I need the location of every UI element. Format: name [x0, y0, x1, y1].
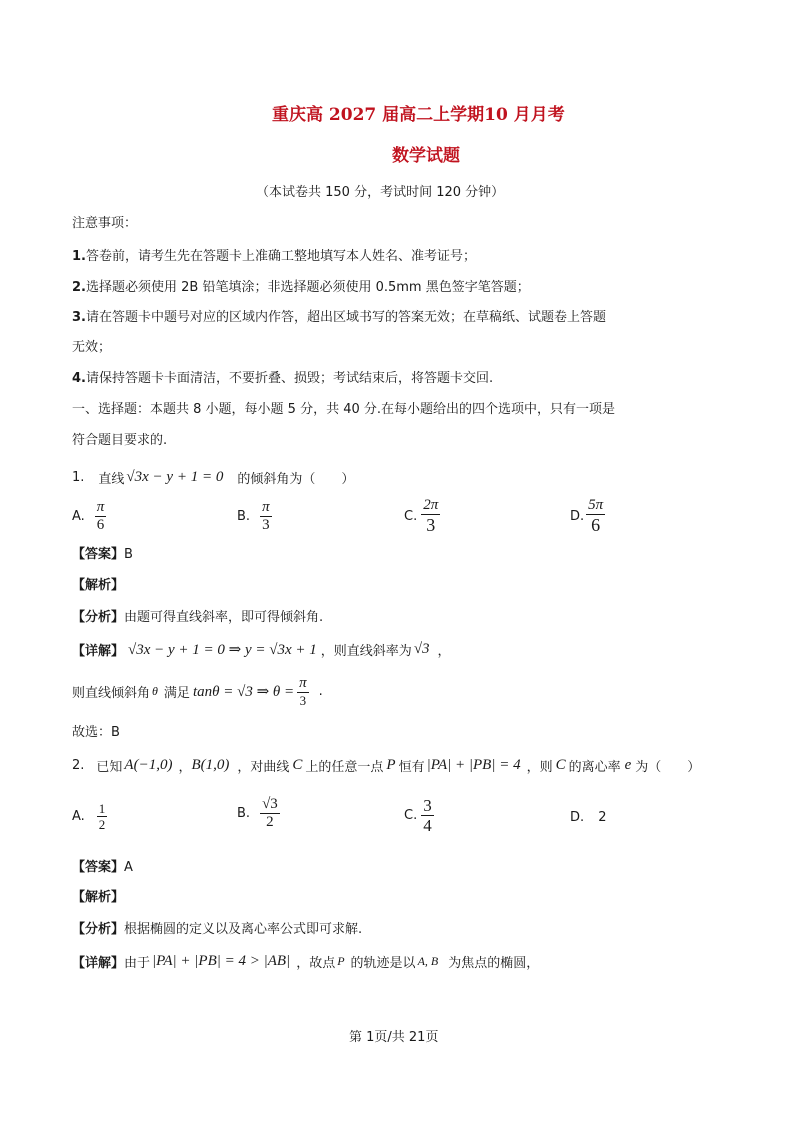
- option-a: A. $\frac{\pi}{6}$: [72, 499, 105, 533]
- page-subtitle: 数学试题: [392, 146, 460, 166]
- analysis-tag: 【解析】: [72, 890, 125, 905]
- note-item-3-cont: 无效；: [72, 340, 112, 355]
- note-item-1: 1.答卷前，请考生先在答题卡上准确工整地填写本人姓名、准考证号；: [72, 249, 476, 264]
- conclusion: 故选：B: [72, 725, 120, 740]
- section-heading: 一、选择题：本题共 8 小题，每小题 5 分，共 40 分.在每小题给出的四个选项中，只有一项是: [72, 402, 616, 417]
- option-c: C. $\frac{2\pi}{3}$: [404, 497, 439, 535]
- page-title: 重庆高 2027 届高二上学期10 月月考: [272, 105, 565, 125]
- question-number: 1.: [72, 470, 85, 485]
- note-item-4: 4.请保持答题卡卡面清洁，不要折叠、损毁；考试结束后，将答题卡交回.: [72, 371, 494, 386]
- option-a: A. $\frac{1}{2}$: [72, 801, 106, 832]
- option-c: C. $\frac{3}{4}$: [404, 796, 432, 835]
- analysis-tag: 【解析】: [72, 578, 125, 593]
- detail-line-2: 则直线倾斜角 θ 满足 tanθ = √3 ⇒ θ = $\frac{\pi}{3}$ .: [72, 675, 323, 708]
- section-heading-cont: 符合题目要求的.: [72, 433, 168, 448]
- page-number: 第 1页/共 21页: [349, 1030, 439, 1045]
- option-b: B. $\frac{√3}{2}$: [237, 796, 278, 830]
- note-item-2: 2.选择题必须使用 2B 铅笔填涂；非选择题必须使用 0.5mm 黑色签字笔答题；: [72, 280, 530, 295]
- question-number: 2.: [72, 758, 85, 773]
- question-text: 直线: [98, 472, 125, 487]
- answer-line: 【答案】A: [72, 860, 133, 875]
- fenxi-line: 【分析】由题可得直线斜率，即可得倾斜角.: [72, 610, 324, 625]
- question-2: 2. 已知 A(−1,0) ， B(1,0) ，对曲线 C 上的任意一点 P 恒有 |PA| + |PB| = 4 ，则 C 的离心率 e 为（ ）: [72, 757, 701, 775]
- line-equation: √3x − y + 1 = 0: [126, 469, 224, 485]
- option-d: D. $\frac{5\pi}{6}$: [570, 497, 604, 535]
- detail-line: 【详解】 由于 |PA| + |PB| = 4 > |AB| ，故点 P 的轨迹是以 A, B 为焦点的椭圆，: [72, 953, 540, 971]
- question-text: 的倾斜角为（ ）: [237, 472, 355, 487]
- question-1: [72, 468, 354, 487]
- notes-heading: 注意事项：: [72, 216, 138, 231]
- note-item-3: 3.请在答题卡中题号对应的区域内作答，超出区域书写的答案无效；在草稿纸、试题卷上答题: [72, 310, 606, 325]
- fenxi-line: 【分析】根据椭圆的定义以及离心率公式即可求解.: [72, 922, 363, 937]
- exam-info: （本试卷共 150 分，考试时间 120 分钟）: [256, 185, 505, 200]
- answer-line: 【答案】B: [72, 547, 133, 562]
- option-b: B. $\frac{\pi}{3}$: [237, 499, 270, 533]
- option-d: D. 2: [570, 810, 607, 825]
- detail-line: 【详解】 √3x − y + 1 = 0 ⇒ y = √3x + 1 ，则直线斜率为 √3 ，: [72, 641, 451, 659]
